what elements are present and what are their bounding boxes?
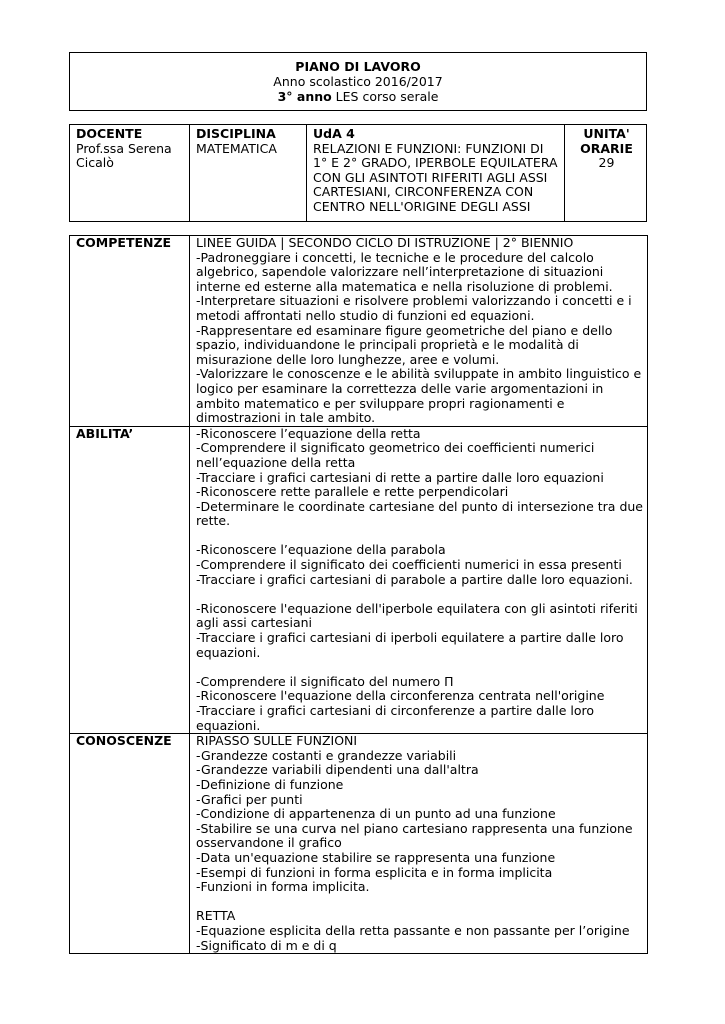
content-line: -Equazione esplicita della retta passante e non passante per l’origine xyxy=(196,922,630,938)
content-line: RIPASSO SULLE FUNZIONI xyxy=(196,733,358,749)
school-year: Anno scolastico 2016/2017 xyxy=(273,74,443,89)
blank-line xyxy=(196,895,643,910)
conoscenze-row xyxy=(70,734,648,954)
unita-label: UNITA' xyxy=(583,126,630,141)
disciplina-cell xyxy=(190,125,307,222)
disciplina-label: DISCIPLINA xyxy=(196,126,276,141)
content-line: -Interpretare situazioni e risolvere problemi valorizzando i concetti e i xyxy=(196,293,632,309)
content-line: -Riconoscere rette parallele e rette perpendicolari xyxy=(196,484,509,500)
competenze-label: COMPETENZE xyxy=(70,236,190,427)
abilita-row xyxy=(70,426,648,733)
content-line: -Tracciare i grafici cartesiani di rette a partire dalle loro equazioni xyxy=(196,469,604,485)
docente-cell xyxy=(70,125,190,222)
content-line: logico per esaminare la correttezza delle varie argomentazioni in xyxy=(196,380,604,396)
content-line: -Grandezze variabili dipendenti una dall'altra xyxy=(196,762,479,778)
content-line: -Definizione di funzione xyxy=(196,776,344,792)
content-line: -Determinare le coordinate cartesiane del punto di intersezione tra due xyxy=(196,498,643,514)
content-line: -Riconoscere l'equazione della circonferenza centrata nell'origine xyxy=(196,688,605,704)
content-line: -Riconoscere l’equazione della parabola xyxy=(196,542,446,558)
uda-title-line: RELAZIONI E FUNZIONI: FUNZIONI DI xyxy=(313,140,544,156)
course-line xyxy=(70,89,646,104)
blank-line xyxy=(196,587,643,602)
conoscenze-content xyxy=(190,734,648,954)
content-line: -Grandezze costanti e grandezze variabili xyxy=(196,747,457,763)
content-line: equazioni. xyxy=(196,644,261,660)
abilita-content xyxy=(190,426,648,733)
content-line: -Valorizzare le conoscenze e le abilità sviluppate in ambito linguistico e xyxy=(196,366,642,382)
docente-name-line: Prof.ssa Serena xyxy=(76,140,172,156)
content-line: -Riconoscere l'equazione dell'iperbole equilatera con gli asintoti riferiti xyxy=(196,600,638,616)
content-line: -Comprendere il significato del numero Π xyxy=(196,673,454,689)
content-line: -Rappresentare ed esaminare figure geometriche del piano e dello xyxy=(196,322,613,338)
content-line: -Data un'equazione stabilire se rappresenta una funzione xyxy=(196,849,556,865)
uda-label: UdA 4 xyxy=(313,126,355,141)
content-line: spazio, individuandone le principali proprietà e le modalità di xyxy=(196,337,579,353)
course-name: LES corso serale xyxy=(331,89,439,104)
course-year: 3° anno xyxy=(277,89,332,104)
content-line: metodi affrontati nello studio di funzioni ed equazioni. xyxy=(196,307,535,323)
content-line: LINEE GUIDA | SECONDO CICLO DI ISTRUZIONE | 2° BIENNIO xyxy=(196,235,574,250)
content-line: -Tracciare i grafici cartesiani di iperboli equilatere a partire dalle loro xyxy=(196,630,624,646)
blank-line xyxy=(196,529,643,544)
abilita-label: ABILITA’ xyxy=(70,426,190,733)
content-line: rette. xyxy=(196,513,231,529)
content-line: -Riconoscere l’equazione della retta xyxy=(196,425,421,441)
content-line: -Tracciare i grafici cartesiani di circonferenze a partire dalle loro xyxy=(196,703,594,718)
content-line: -Tracciare i grafici cartesiani di parabole a partire dalle loro equazioni. xyxy=(196,571,633,587)
content-line: -Funzioni in forma implicita. xyxy=(196,879,370,895)
content-line: -Esempi di funzioni in forma esplicita e in forma implicita xyxy=(196,864,553,880)
blank-line xyxy=(196,660,643,675)
content-line: algebrico, sapendole valorizzare nell’interpretazione di situazioni xyxy=(196,264,604,280)
competenze-row xyxy=(70,236,648,427)
docente-name-line: Cicalò xyxy=(76,155,114,171)
document-header xyxy=(69,52,647,111)
uda-title-line: 1° E 2° GRADO, IPERBOLE EQUILATERA xyxy=(313,155,558,171)
content-line: osservandone il grafico xyxy=(196,835,342,851)
unita-cell xyxy=(565,125,647,222)
content-line: ambito matematico e per sviluppare propri ragionamenti e xyxy=(196,395,565,411)
competenze-content xyxy=(190,236,648,427)
content-line: equazioni. xyxy=(196,717,261,733)
content-line: -Comprendere il significato geometrico dei coefficienti numerici xyxy=(196,440,595,456)
uda-title-line: CARTESIANI, CIRCONFERENZA CON xyxy=(313,184,534,200)
unita-value: 29 xyxy=(598,155,615,171)
docente-label: DOCENTE xyxy=(76,126,143,141)
content-line: -Condizione di appartenenza di un punto ad una funzione xyxy=(196,806,556,822)
content-line: misurazione delle loro lunghezze, aree e volumi. xyxy=(196,351,500,367)
uda-title-line: CENTRO NELL'ORIGINE DEGLI ASSI xyxy=(313,198,531,214)
info-table xyxy=(69,124,647,222)
conoscenze-label: CONOSCENZE xyxy=(70,734,190,954)
content-line: -Padroneggiare i concetti, le tecniche e le procedure del calcolo xyxy=(196,249,594,265)
disciplina-value: MATEMATICA xyxy=(196,140,277,156)
uda-title-line: CON GLI ASINTOTI RIFERITI AGLI ASSI xyxy=(313,169,548,185)
content-line: interne ed esterne alla matematica e nella risoluzione di problemi. xyxy=(196,278,613,294)
content-line: RETTA xyxy=(196,908,236,924)
content-line: -Significato di m e di q xyxy=(196,937,337,953)
content-line: nell’equazione della retta xyxy=(196,454,356,470)
unita-label-2: ORARIE xyxy=(580,140,633,156)
content-line: -Stabilire se una curva nel piano cartesiano rappresenta una funzione xyxy=(196,820,633,836)
uda-cell xyxy=(307,125,565,222)
content-line: -Comprendere il significato dei coefficienti numerici in essa presenti xyxy=(196,557,622,573)
content-line: -Grafici per punti xyxy=(196,791,303,807)
document-title: PIANO DI LAVORO xyxy=(295,59,421,74)
content-line: agli assi cartesiani xyxy=(196,615,312,631)
content-table xyxy=(69,235,648,954)
content-line: dimostrazioni in tale ambito. xyxy=(196,410,376,426)
